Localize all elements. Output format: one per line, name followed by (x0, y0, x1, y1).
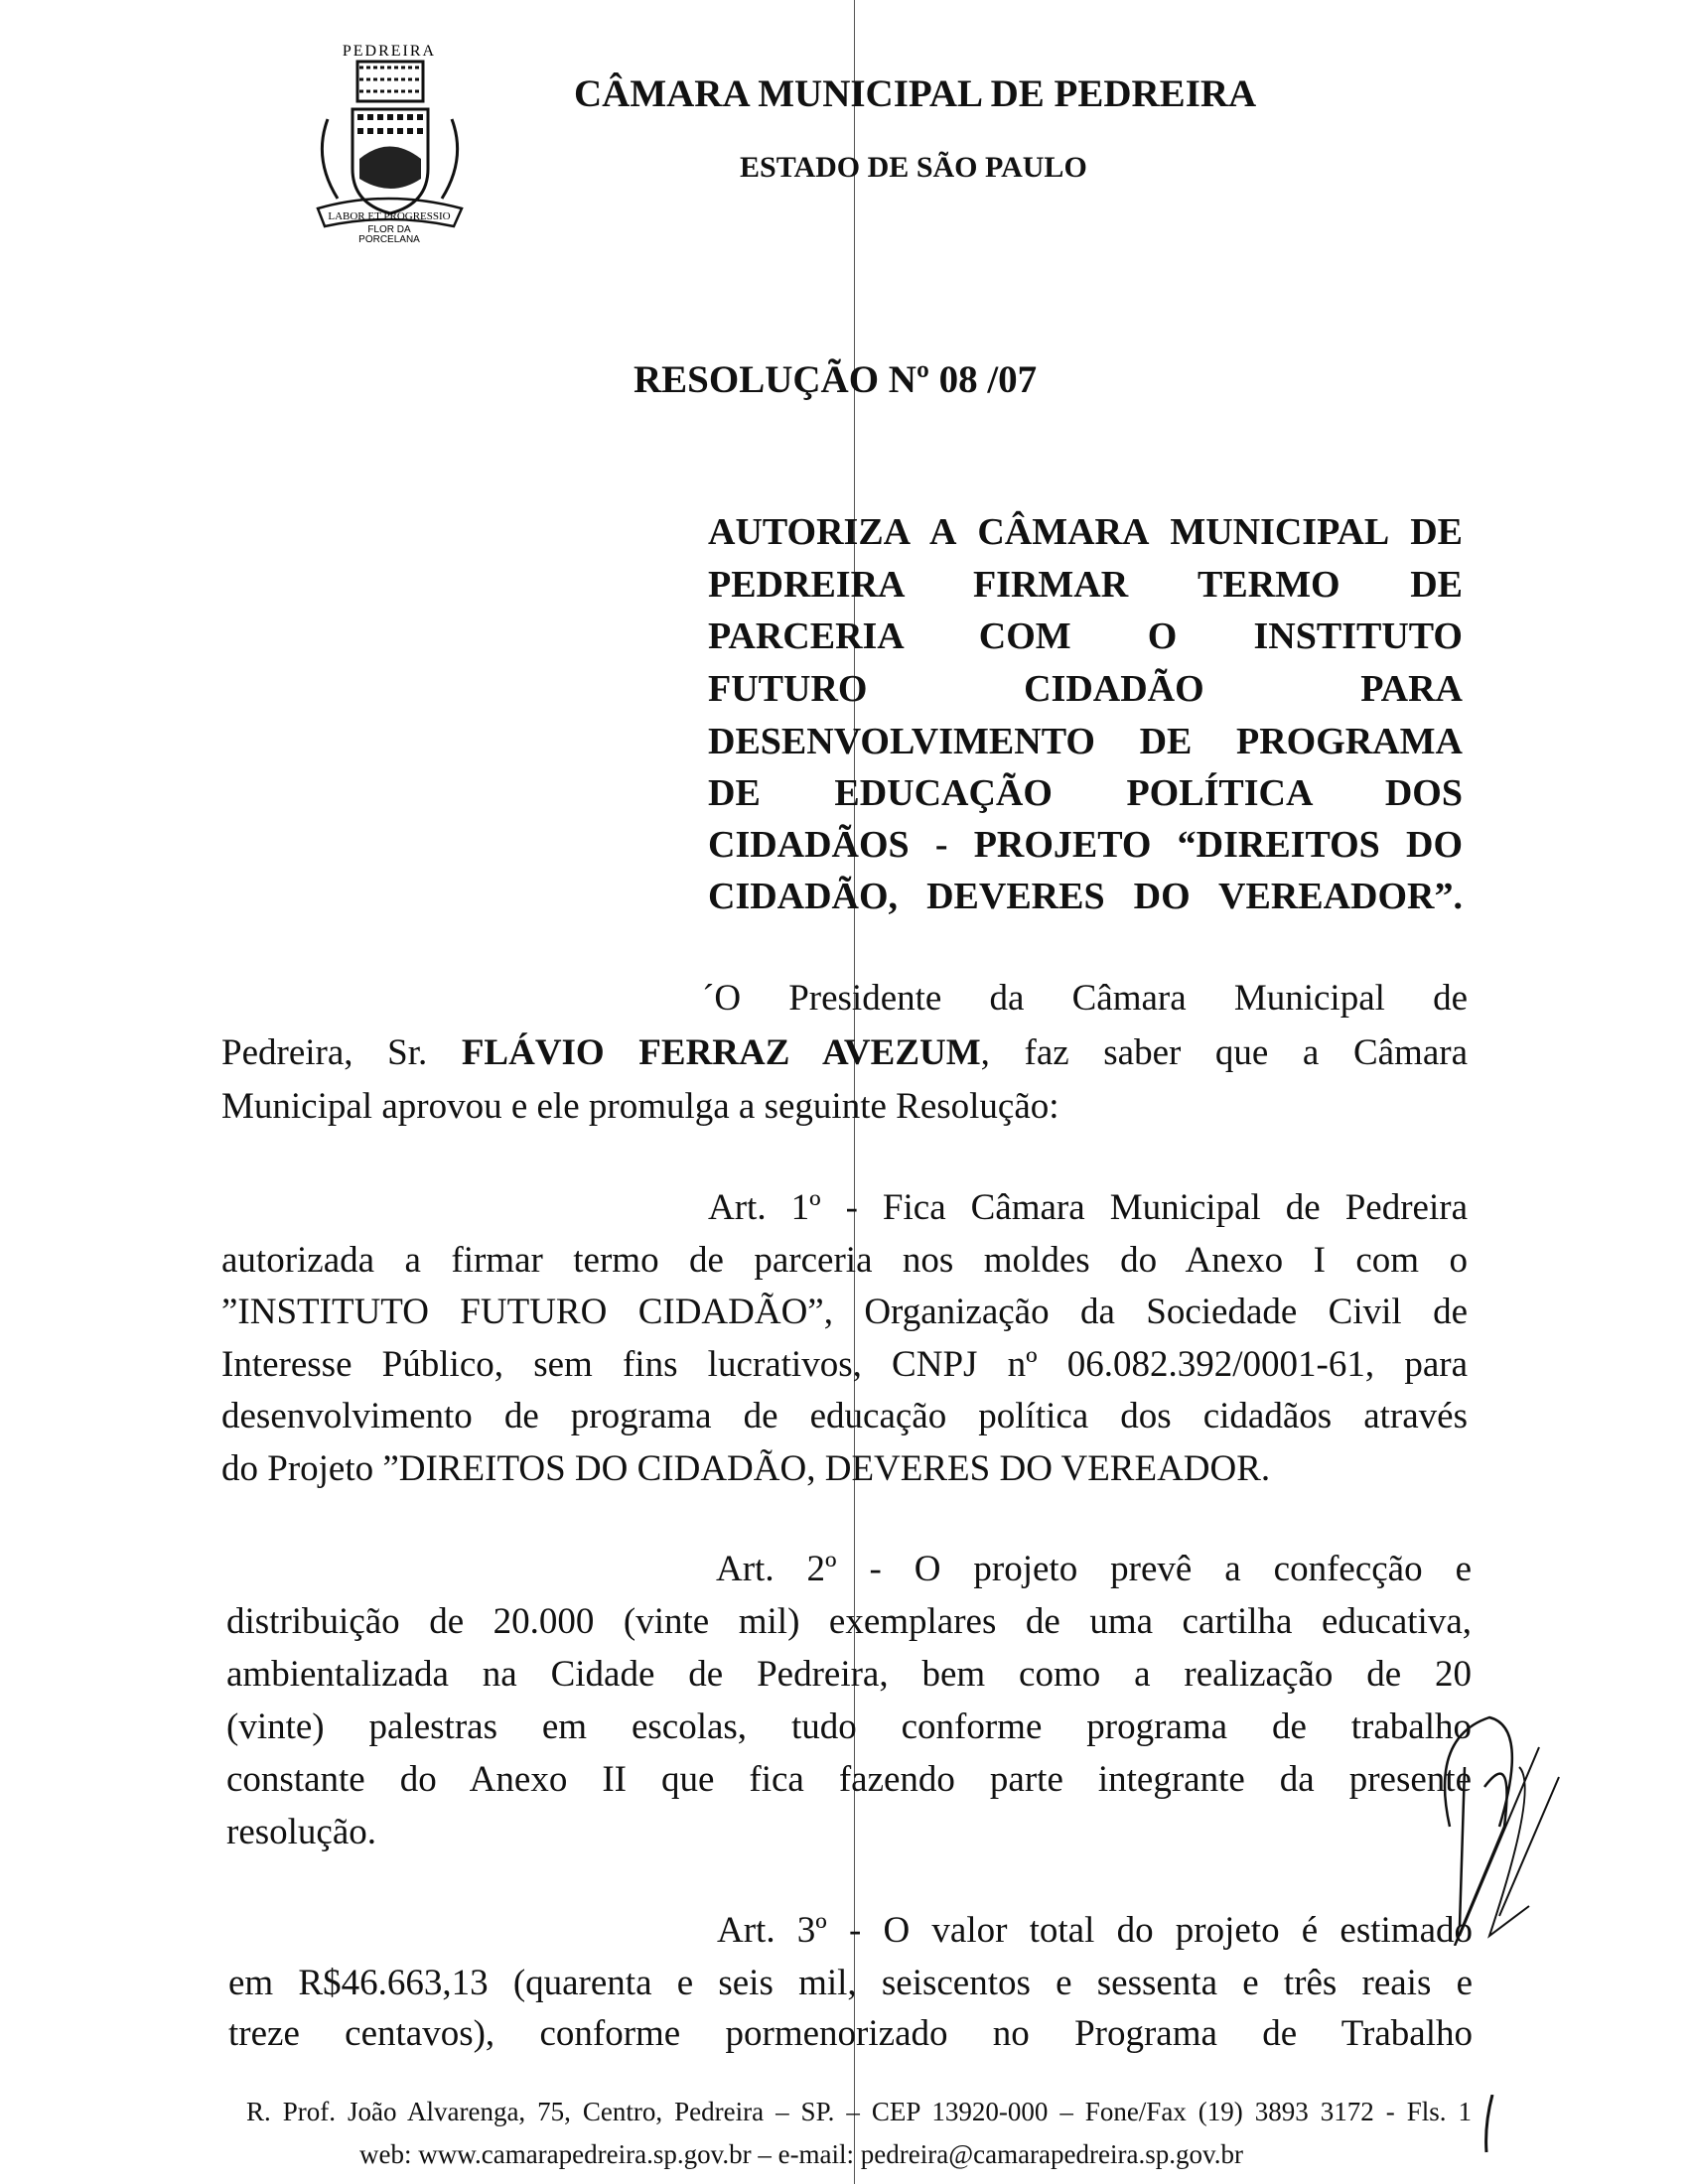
article-line: ambientalizada na Cidade de Pedreira, bem como a realização de 20 (226, 1654, 1472, 1695)
ementa-line: DE EDUCAÇÃO POLÍTICA DOS (708, 772, 1463, 814)
preamble-line: Municipal aprovou e ele promulga a seguinte Resolução: (221, 1086, 1059, 1127)
margin-mark (1482, 2095, 1496, 2154)
article-line: (vinte) palestras em escolas, tudo conforme programa de trabalho (226, 1706, 1472, 1747)
article-line: resolução. (226, 1812, 377, 1852)
institution-title: CÂMARA MUNICIPAL DE PEDREIRA (574, 72, 1257, 115)
resolution-number: RESOLUÇÃO Nº 08 /07 (634, 358, 1038, 401)
svg-text:LABOR ET PROGRESSIO: LABOR ET PROGRESSIO (328, 210, 451, 222)
article-line: treze centavos), conforme pormenorizado no Programa de Trabalho (228, 2013, 1473, 2054)
article-line: Art. 2º - O projeto prevê a confecção e (716, 1549, 1472, 1589)
article-line: desenvolvimento de programa de educação política dos cidadãos através (221, 1396, 1468, 1436)
svg-text:PEDREIRA: PEDREIRA (342, 43, 437, 60)
article-line: do Projeto ”DIREITOS DO CIDADÃO, DEVERES DO VEREADOR. (221, 1448, 1271, 1489)
ementa-line: AUTORIZA A CÂMARA MUNICIPAL DE (708, 511, 1463, 553)
article-line: em R$46.663,13 (quarenta e seis mil, seiscentos e sessenta e três reais e (228, 1963, 1473, 2003)
footer-contact: web: www.camarapedreira.sp.gov.br – e-mail: pedreira@camarapedreira.sp.gov.br (359, 2139, 1243, 2169)
article-line: constante do Anexo II que fica fazendo parte integrante da presente (226, 1759, 1472, 1800)
handwritten-initials (1410, 1707, 1599, 1946)
preamble-text: , faz saber que a Câmara (980, 1032, 1468, 1073)
ementa-line: CIDADÃO, DEVERES DO VEREADOR”. (708, 876, 1463, 917)
state-subtitle: ESTADO DE SÃO PAULO (740, 151, 1087, 184)
article-line: distribuição de 20.000 (vinte mil) exemplares de uma cartilha educativa, (226, 1601, 1472, 1642)
svg-text:PORCELANA: PORCELANA (358, 234, 420, 243)
article-line: autorizada a firmar termo de parceria nos moldes do Anexo I com o (221, 1240, 1468, 1281)
ementa-line: PARCERIA COM O INSTITUTO (708, 615, 1463, 657)
article-line: ”INSTITUTO FUTURO CIDADÃO”, Organização da Sociedade Civil de (221, 1292, 1468, 1332)
article-line: Interesse Público, sem fins lucrativos, CNPJ nº 06.082.392/0001-61, para (221, 1344, 1468, 1385)
svg-text:FLOR DA: FLOR DA (367, 224, 411, 235)
article-line: Art. 3º - O valor total do projeto é estimado (717, 1910, 1473, 1951)
footer-address: R. Prof. João Alvarenga, 75, Centro, Pedreira – SP. – CEP 13920-000 – Fone/Fax (19) 3893 3172 - Fls. 1 (246, 2097, 1472, 2126)
coat-of-arms-logo (308, 10, 472, 243)
ementa-line: DESENVOLVIMENTO DE PROGRAMA (708, 721, 1463, 762)
ementa-line: CIDADÃOS - PROJETO “DIREITOS DO (708, 824, 1463, 866)
president-name: FLÁVIO FERRAZ AVEZUM (461, 1032, 981, 1073)
ementa-line: FUTURO CIDADÃO PARA (708, 668, 1463, 710)
preamble-line: ´O Presidente da Câmara Municipal de (702, 978, 1468, 1019)
preamble-text: Pedreira, Sr. (221, 1032, 462, 1073)
preamble-line (221, 1027, 1468, 1079)
article-line: Art. 1º - Fica Câmara Municipal de Pedreira (708, 1187, 1468, 1228)
ementa-line: PEDREIRA FIRMAR TERMO DE (708, 564, 1463, 606)
